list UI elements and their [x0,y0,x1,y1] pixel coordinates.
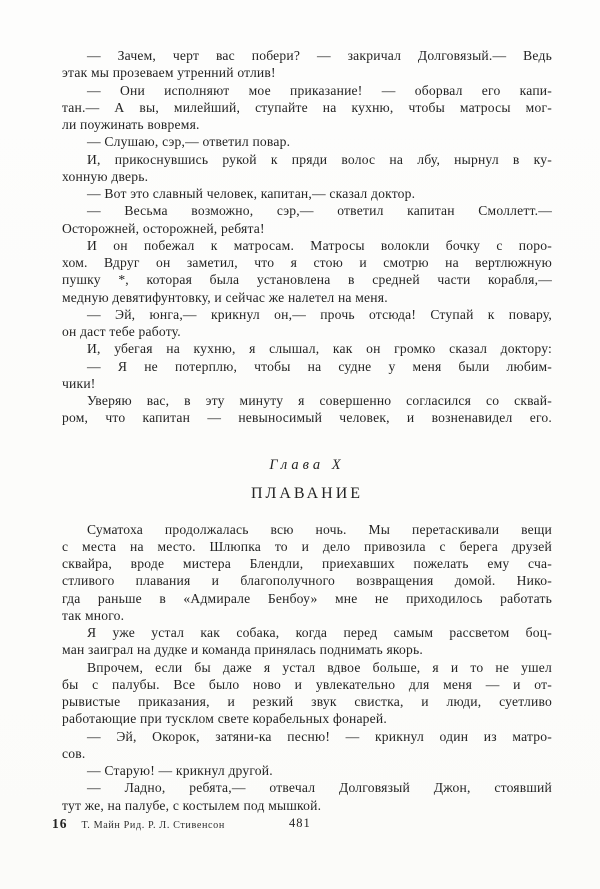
text-line: — Зачем, черт вас побери? — закричал Долговязый.— Ведь [87,48,552,63]
paragraph [62,762,552,779]
text-line: ман заиграл на дудке и команда принялась поднимать якорь. [62,642,424,658]
text-line: сов. [62,745,86,761]
text-line: — Старую! — крикнул другой. [87,763,273,778]
paragraph [62,133,552,150]
text-line: он даст тебе работу. [62,324,181,339]
text-line: — Они исполняют мое приказание! — оборвал его капи- [87,82,552,98]
text-line: работающие при тусклом свете корабельных фонарей. [62,711,387,727]
text-line: медную девятифунтовку, и сейчас же налетел на меня. [62,289,388,305]
text-line: Уверяю вас, в эту минуту я совершенно согласился со сквай- [87,393,552,408]
paragraph [62,306,552,341]
paragraph [62,779,552,814]
text-line: так много. [62,607,125,623]
text-line: — Весьма возможно, сэр,— ответил капитан Смоллетт.— [87,203,552,219]
paragraph [62,624,552,659]
text-line: тут же, на палубе, с костылем под мышкой. [62,797,322,813]
text-line: — Слушаю, сэр,— ответил повар. [87,134,291,150]
text-line: — Ладно, ребята,— отвечал Долговязый Джон, стоявший [87,780,552,796]
text-line: тан.— А вы, милейший, ступайте на кухню, чтобы матросы мог- [62,99,552,115]
paragraph [62,82,552,134]
paragraph [62,47,552,82]
paragraph [62,202,552,237]
paragraph [62,392,552,427]
text-line: этак мы прозеваем утренний отлив! [62,65,276,81]
signature-number: 16 [52,816,68,831]
text-line: Осторожней, осторожней, ребята! [62,220,265,236]
running-title: Т. Майн Рид. Р. Л. Стивенсон [81,820,225,831]
text-line: — Эй, юнга,— крикнул он,— прочь отсюда! Ступай к повару, [87,306,552,322]
paragraph [62,237,552,306]
chapter-title: ПЛАВАНИЕ [250,484,364,502]
text-line: И, убегая на кухню, я слышал, как он громко сказал доктору: [87,341,552,357]
paragraph [62,521,552,625]
text-line: рывистые приказания, и резкий звук свистка, и люди, суетливо [62,694,552,709]
page-number: 481 [289,816,311,830]
text-line: пушку *, которая была установлена в средней части корабля,— [62,272,552,288]
chapter-number: Глава X [269,456,345,473]
text-line: чики! [62,375,96,391]
text-line: — Эй, Окорок, затяни-ка песню! — крикнул один из матро- [87,728,552,744]
text-line: бы с палубы. Все было ново и увлекательно для меня — и от- [62,676,552,692]
paragraph [62,151,552,186]
text-line: с места на место. Шлюпка то и дело привозила с берега друзей [62,538,552,554]
text-line: — Вот это славный человек, капитан,— сказал доктор. [87,186,416,201]
text-column [62,47,552,814]
paragraph [62,358,552,393]
paragraph [62,728,552,763]
text-line: Суматоха продолжалась всю ночь. Мы перетаскивали вещи [87,521,552,537]
paragraph [62,340,552,357]
text-line: ром, что капитан — невыносимый человек, и возненавидел его. [62,410,552,426]
text-line: ли поужинать вовремя. [62,117,200,132]
text-line: хонную дверь. [62,168,149,184]
text-section-after-heading [62,521,552,814]
text-line: хом. Вдруг он заметил, что я стою и смотрю на вертлюжную [62,255,552,270]
text-line: гда раньше в «Адмирале Бенбоу» мне не приходилось работать [62,590,552,606]
text-line: — Я не потерплю, чтобы на судне у меня были любим- [87,358,552,374]
page-footer [52,816,552,836]
paragraph [62,185,552,202]
text-line: сквайра, вроде мистера Блендли, приехавших пожелать ему сча- [62,556,552,571]
text-line: стливого плавания и благополучного возвращения домой. Нико- [62,573,552,589]
chapter-heading [62,455,552,505]
text-section-before-heading [62,47,552,427]
text-line: И он побежал к матросам. Матросы волокли бочку с поро- [87,237,552,253]
text-line: И, прикоснувшись рукой к пряди волос на лбу, нырнул в ку- [87,151,552,167]
paragraph [62,659,552,728]
text-line: Впрочем, если бы даже я устал вдвое больше, я и то не ушел [87,659,552,675]
text-line: Я уже устал как собака, когда перед самым рассветом боц- [87,625,552,640]
